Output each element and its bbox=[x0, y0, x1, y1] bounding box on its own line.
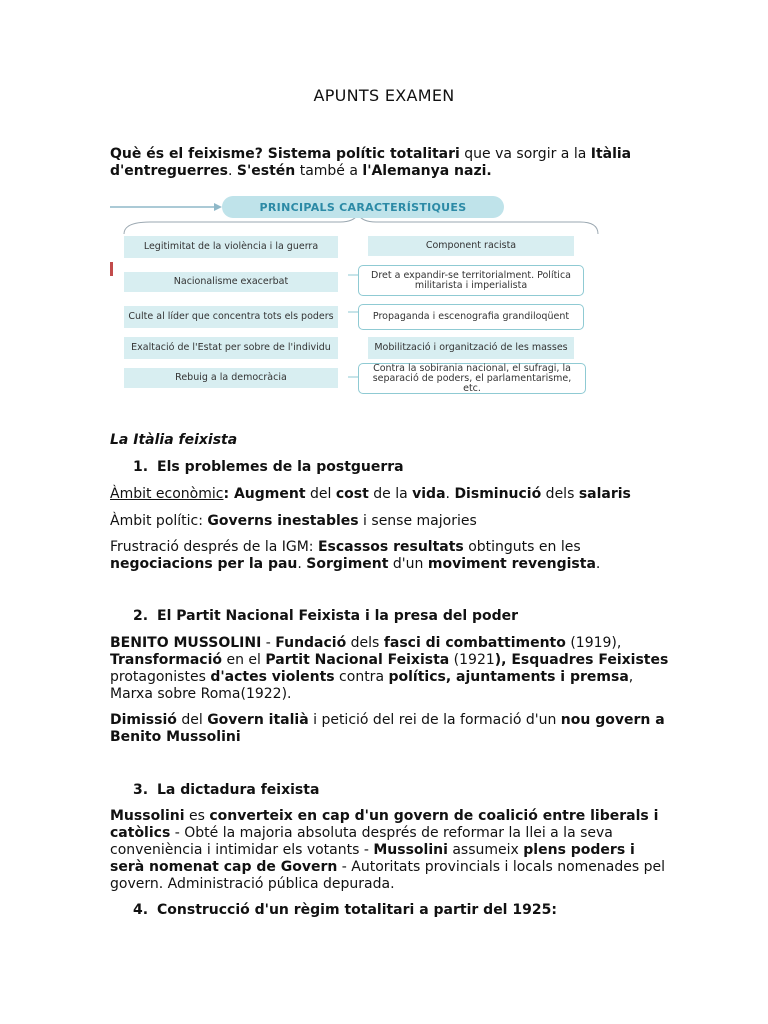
heading-text: Construcció d'un règim totalitari a partir del 1925: bbox=[157, 902, 557, 918]
characteristic-left-3: Culte al líder que concentra tots els poders bbox=[124, 306, 338, 328]
text-run: moviment revengista bbox=[427, 556, 596, 572]
text-run: dels bbox=[346, 635, 384, 651]
characteristics-diagram bbox=[110, 192, 602, 394]
text-run: polítics, ajuntaments i premsa bbox=[388, 669, 629, 685]
text-run: es bbox=[184, 808, 210, 824]
text-run: Mussolini bbox=[110, 808, 185, 824]
text-run: Frustració després de la IGM: bbox=[110, 539, 318, 555]
text-run: - Obté la majoria absoluta després de reformar la llei a la seva conveniència i intimidar els votants - bbox=[110, 825, 613, 858]
text-run: fasci di combattimento bbox=[383, 635, 566, 651]
text-run: Disminució bbox=[454, 486, 542, 502]
text-run: . bbox=[297, 556, 307, 572]
characteristic-right-4: Mobilització i organització de les masses bbox=[368, 337, 574, 359]
text-run: Àmbit polític: bbox=[110, 513, 208, 529]
paragraph-mussolini bbox=[110, 635, 670, 703]
heading-4 bbox=[133, 902, 557, 919]
text-run: (1921 bbox=[449, 652, 495, 668]
paragraph-political bbox=[110, 513, 670, 530]
text-run: plens poders i serà nomenat cap de Govern bbox=[110, 842, 635, 875]
text-run: - bbox=[261, 635, 276, 651]
text-run: del bbox=[176, 712, 208, 728]
text-run: . bbox=[595, 556, 601, 572]
intro-paragraph bbox=[110, 146, 670, 180]
characteristic-right-3: Propaganda i escenografia grandiloqüent bbox=[358, 304, 584, 330]
text-run: negociacions per la pau bbox=[110, 556, 298, 572]
intro-question: Què és el feixisme? bbox=[110, 146, 263, 162]
intro-text: . bbox=[227, 163, 237, 179]
characteristic-left-4: Exaltació de l'Estat per sobre de l'individu bbox=[124, 337, 338, 359]
text-run: cost bbox=[335, 486, 369, 502]
text-run: Escassos resultats bbox=[317, 539, 464, 555]
paragraph-dictatorship bbox=[110, 808, 670, 893]
heading-3 bbox=[133, 782, 319, 799]
heading-text: La dictadura feixista bbox=[157, 782, 320, 798]
heading-text: Els problemes de la postguerra bbox=[157, 459, 404, 475]
text-run: Augment bbox=[233, 486, 306, 502]
heading-number: 2. bbox=[133, 608, 149, 624]
text-run: Partit Nacional Feixista bbox=[265, 652, 450, 668]
text-run: . bbox=[445, 486, 455, 502]
text-run: i petició del rei de la formació d'un bbox=[308, 712, 561, 728]
heading-2 bbox=[133, 608, 518, 625]
text-run: en el bbox=[222, 652, 266, 668]
characteristic-left-1: Legitimitat de la violència i la guerra bbox=[124, 236, 338, 258]
text-run: d'un bbox=[388, 556, 428, 572]
text-run: BENITO MUSSOLINI bbox=[110, 635, 262, 651]
text-run: converteix en cap d'un govern de coalició entre liberals i catòlics bbox=[110, 808, 659, 841]
label-economic: Àmbit econòmic bbox=[110, 486, 224, 502]
text-run: dels bbox=[541, 486, 579, 502]
paragraph-resignation bbox=[110, 712, 670, 746]
text-run: ), Esquadres Feixistes bbox=[494, 652, 669, 668]
heading-text: El Partit Nacional Feixista i la presa del poder bbox=[157, 608, 519, 624]
characteristic-right-2: Dret a expandir-se territorialment. Política militarista i imperialista bbox=[358, 265, 584, 296]
heading-1 bbox=[133, 459, 404, 476]
document-title: APUNTS EXAMEN bbox=[313, 86, 455, 105]
intro-italy: Itàlia d'entreguerres bbox=[110, 146, 632, 179]
paragraph-frustration bbox=[110, 539, 670, 573]
text-run: vida bbox=[412, 486, 446, 502]
heading-number: 3. bbox=[133, 782, 149, 798]
intro-germany: l'Alemanya nazi. bbox=[362, 163, 492, 179]
text-run: Transformació bbox=[110, 652, 223, 668]
intro-text: també a bbox=[295, 163, 363, 179]
text-run: : bbox=[223, 486, 234, 502]
text-run: contra bbox=[334, 669, 389, 685]
text-run: Governs inestables bbox=[207, 513, 359, 529]
text-run: nou govern a Benito Mussolini bbox=[110, 712, 665, 745]
text-run: Sorgiment bbox=[306, 556, 389, 572]
characteristic-right-1: Component racista bbox=[368, 236, 574, 256]
characteristic-right-5: Contra la sobirania nacional, el sufragi, la separació de poders, el parlamentarisme, etc. bbox=[358, 363, 586, 394]
heading-number: 1. bbox=[133, 459, 149, 475]
text-run: d'actes violents bbox=[210, 669, 335, 685]
text-run: Govern italià bbox=[207, 712, 309, 728]
text-run: salaris bbox=[578, 486, 631, 502]
characteristic-left-5: Rebuig a la democràcia bbox=[124, 368, 338, 388]
text-run: i sense majories bbox=[358, 513, 477, 529]
diagram-header: PRINCIPALS CARACTERÍSTIQUES bbox=[222, 196, 504, 218]
paragraph-economic bbox=[110, 486, 670, 503]
text-run: (1919), bbox=[565, 635, 622, 651]
text-run: - Autoritats provincials i locals nomenades pel govern. Administració pública depurada. bbox=[110, 859, 665, 892]
text-run: protagonistes bbox=[110, 669, 211, 685]
text-run: Mussolini bbox=[373, 842, 448, 858]
text-run: obtinguts en les bbox=[463, 539, 581, 555]
intro-spread: S'estén bbox=[236, 163, 296, 179]
text-run: assumeix bbox=[447, 842, 524, 858]
text-run: , Marxa sobre Roma(1922). bbox=[110, 669, 634, 702]
text-run: Dimissió bbox=[110, 712, 177, 728]
section-title: La Itàlia feixista bbox=[110, 432, 238, 448]
text-run: Fundació bbox=[275, 635, 347, 651]
heading-number: 4. bbox=[133, 902, 149, 918]
characteristic-left-2: Nacionalisme exacerbat bbox=[124, 272, 338, 292]
text-run: de la bbox=[368, 486, 413, 502]
text-run: del bbox=[305, 486, 336, 502]
scan-edge-mark bbox=[110, 262, 113, 276]
intro-definition: Sistema polític totalitari bbox=[262, 146, 460, 162]
intro-text: que va sorgir a la bbox=[459, 146, 591, 162]
